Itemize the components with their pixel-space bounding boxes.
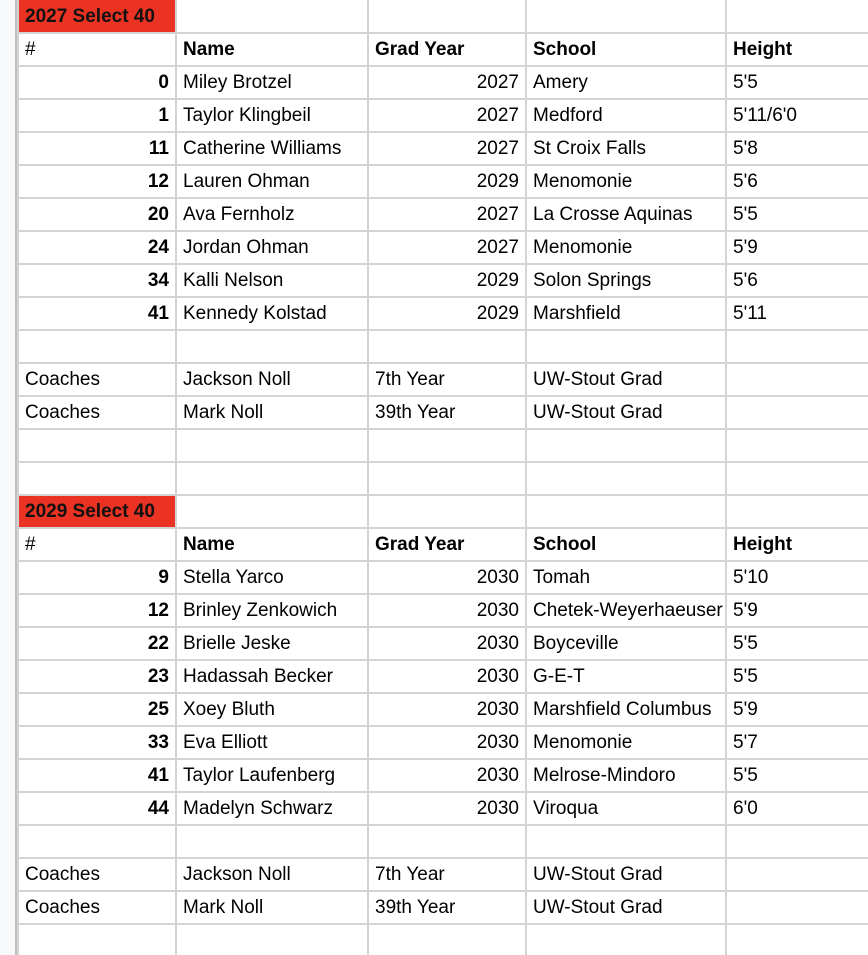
section-title-row bbox=[18, 495, 868, 528]
header-school[interactable]: School bbox=[526, 33, 726, 66]
player-school[interactable]: Solon Springs bbox=[526, 264, 726, 297]
coach-school[interactable]: UW-Stout Grad bbox=[526, 891, 726, 924]
player-height[interactable]: 5'11/6'0 bbox=[726, 99, 868, 132]
header-number[interactable]: # bbox=[18, 33, 176, 66]
player-grad-year[interactable]: 2030 bbox=[368, 792, 526, 825]
coach-school[interactable]: UW-Stout Grad bbox=[526, 858, 726, 891]
cell[interactable] bbox=[526, 462, 726, 495]
player-row bbox=[18, 792, 868, 825]
player-grad-year[interactable]: 2027 bbox=[368, 66, 526, 99]
player-grad-year[interactable]: 2030 bbox=[368, 726, 526, 759]
cell[interactable] bbox=[176, 924, 368, 955]
player-number[interactable]: 33 bbox=[18, 726, 176, 759]
player-grad-year[interactable]: 2029 bbox=[368, 297, 526, 330]
player-name[interactable]: Catherine Williams bbox=[176, 132, 368, 165]
player-grad-year[interactable]: 2030 bbox=[368, 693, 526, 726]
cell[interactable] bbox=[18, 825, 176, 858]
player-row bbox=[18, 726, 868, 759]
player-name[interactable]: Jordan Ohman bbox=[176, 231, 368, 264]
cell[interactable] bbox=[726, 891, 868, 924]
player-name[interactable]: Miley Brotzel bbox=[176, 66, 368, 99]
player-name[interactable]: Brielle Jeske bbox=[176, 627, 368, 660]
player-grad-year[interactable]: 2029 bbox=[368, 165, 526, 198]
player-row bbox=[18, 627, 868, 660]
player-school[interactable]: Boyceville bbox=[526, 627, 726, 660]
coach-row bbox=[18, 891, 868, 924]
player-school[interactable]: Marshfield bbox=[526, 297, 726, 330]
player-height[interactable]: 5'5 bbox=[726, 660, 868, 693]
coach-years[interactable]: 7th Year bbox=[368, 363, 526, 396]
player-row bbox=[18, 198, 868, 231]
player-number[interactable]: 23 bbox=[18, 660, 176, 693]
cell[interactable] bbox=[18, 924, 176, 955]
cell[interactable] bbox=[526, 429, 726, 462]
player-row bbox=[18, 264, 868, 297]
cell[interactable] bbox=[526, 495, 726, 528]
cell[interactable] bbox=[368, 330, 526, 363]
player-height[interactable]: 5'7 bbox=[726, 726, 868, 759]
cell[interactable] bbox=[726, 858, 868, 891]
empty-row bbox=[18, 825, 868, 858]
cell[interactable] bbox=[176, 0, 368, 33]
player-school[interactable]: Menomonie bbox=[526, 726, 726, 759]
cell[interactable] bbox=[526, 0, 726, 33]
empty-row bbox=[18, 462, 868, 495]
player-row bbox=[18, 132, 868, 165]
cell[interactable] bbox=[726, 924, 868, 955]
row-header-strip bbox=[0, 0, 17, 955]
player-name[interactable]: Taylor Laufenberg bbox=[176, 759, 368, 792]
player-height[interactable]: 5'9 bbox=[726, 231, 868, 264]
player-school[interactable]: Viroqua bbox=[526, 792, 726, 825]
player-row bbox=[18, 660, 868, 693]
player-number[interactable]: 41 bbox=[18, 297, 176, 330]
empty-row bbox=[18, 429, 868, 462]
cell[interactable] bbox=[368, 462, 526, 495]
player-number[interactable]: 0 bbox=[18, 66, 176, 99]
player-number[interactable]: 44 bbox=[18, 792, 176, 825]
roster-grid bbox=[17, 0, 868, 955]
header-height[interactable]: Height bbox=[726, 33, 868, 66]
player-name[interactable]: Xoey Bluth bbox=[176, 693, 368, 726]
player-school[interactable]: Menomonie bbox=[526, 165, 726, 198]
header-name[interactable]: Name bbox=[176, 33, 368, 66]
section-title[interactable]: 2027 Select 40 bbox=[18, 0, 176, 33]
section-title[interactable]: 2029 Select 40 bbox=[18, 495, 176, 528]
coach-name[interactable]: Mark Noll bbox=[176, 891, 368, 924]
player-school[interactable]: Chetek-Weyerhaeuser bbox=[526, 594, 726, 627]
player-row bbox=[18, 561, 868, 594]
player-school[interactable]: St Croix Falls bbox=[526, 132, 726, 165]
header-school[interactable]: School bbox=[526, 528, 726, 561]
player-school[interactable]: G-E-T bbox=[526, 660, 726, 693]
player-row bbox=[18, 693, 868, 726]
cell[interactable] bbox=[726, 429, 868, 462]
coach-name[interactable]: Jackson Noll bbox=[176, 858, 368, 891]
coach-school[interactable]: UW-Stout Grad bbox=[526, 396, 726, 429]
empty-row bbox=[18, 924, 868, 955]
player-row bbox=[18, 231, 868, 264]
player-height[interactable]: 5'9 bbox=[726, 594, 868, 627]
player-grad-year[interactable]: 2030 bbox=[368, 660, 526, 693]
player-name[interactable]: Hadassah Becker bbox=[176, 660, 368, 693]
coach-school[interactable]: UW-Stout Grad bbox=[526, 363, 726, 396]
player-height[interactable]: 5'9 bbox=[726, 693, 868, 726]
player-height[interactable]: 5'5 bbox=[726, 198, 868, 231]
coach-label[interactable]: Coaches bbox=[18, 858, 176, 891]
player-school[interactable]: Tomah bbox=[526, 561, 726, 594]
player-height[interactable]: 6'0 bbox=[726, 792, 868, 825]
player-row bbox=[18, 99, 868, 132]
cell[interactable] bbox=[176, 462, 368, 495]
player-number[interactable]: 25 bbox=[18, 693, 176, 726]
header-row bbox=[18, 528, 868, 561]
header-grad-year[interactable]: Grad Year bbox=[368, 33, 526, 66]
player-row bbox=[18, 297, 868, 330]
cell[interactable] bbox=[726, 396, 868, 429]
empty-row bbox=[18, 330, 868, 363]
coach-label[interactable]: Coaches bbox=[18, 363, 176, 396]
coach-label[interactable]: Coaches bbox=[18, 396, 176, 429]
player-number[interactable]: 22 bbox=[18, 627, 176, 660]
player-number[interactable]: 12 bbox=[18, 165, 176, 198]
cell[interactable] bbox=[368, 495, 526, 528]
player-grad-year[interactable]: 2030 bbox=[368, 561, 526, 594]
coach-years[interactable]: 39th Year bbox=[368, 396, 526, 429]
player-height[interactable]: 5'10 bbox=[726, 561, 868, 594]
player-name[interactable]: Kalli Nelson bbox=[176, 264, 368, 297]
player-grad-year[interactable]: 2030 bbox=[368, 759, 526, 792]
player-height[interactable]: 5'5 bbox=[726, 66, 868, 99]
cell[interactable] bbox=[726, 330, 868, 363]
player-name[interactable]: Eva Elliott bbox=[176, 726, 368, 759]
player-name[interactable]: Madelyn Schwarz bbox=[176, 792, 368, 825]
coach-row bbox=[18, 858, 868, 891]
player-school[interactable]: Medford bbox=[526, 99, 726, 132]
coach-label[interactable]: Coaches bbox=[18, 891, 176, 924]
coach-row bbox=[18, 396, 868, 429]
player-number[interactable]: 9 bbox=[18, 561, 176, 594]
cell[interactable] bbox=[18, 462, 176, 495]
coach-name[interactable]: Jackson Noll bbox=[176, 363, 368, 396]
player-grad-year[interactable]: 2027 bbox=[368, 99, 526, 132]
cell[interactable] bbox=[526, 924, 726, 955]
cell[interactable] bbox=[726, 495, 868, 528]
player-school[interactable]: Amery bbox=[526, 66, 726, 99]
cell[interactable] bbox=[526, 825, 726, 858]
cell[interactable] bbox=[726, 0, 868, 33]
cell[interactable] bbox=[368, 429, 526, 462]
player-number[interactable]: 1 bbox=[18, 99, 176, 132]
cell[interactable] bbox=[176, 429, 368, 462]
player-height[interactable]: 5'6 bbox=[726, 165, 868, 198]
header-number[interactable]: # bbox=[18, 528, 176, 561]
coach-years[interactable]: 39th Year bbox=[368, 891, 526, 924]
cell[interactable] bbox=[368, 0, 526, 33]
header-name[interactable]: Name bbox=[176, 528, 368, 561]
player-grad-year[interactable]: 2027 bbox=[368, 198, 526, 231]
cell[interactable] bbox=[726, 462, 868, 495]
player-name[interactable]: Ava Fernholz bbox=[176, 198, 368, 231]
player-number[interactable]: 20 bbox=[18, 198, 176, 231]
player-number[interactable]: 41 bbox=[18, 759, 176, 792]
player-height[interactable]: 5'6 bbox=[726, 264, 868, 297]
header-row bbox=[18, 33, 868, 66]
cell[interactable] bbox=[368, 825, 526, 858]
player-height[interactable]: 5'5 bbox=[726, 627, 868, 660]
player-row bbox=[18, 165, 868, 198]
player-number[interactable]: 34 bbox=[18, 264, 176, 297]
player-grad-year[interactable]: 2030 bbox=[368, 594, 526, 627]
player-name[interactable]: Brinley Zenkowich bbox=[176, 594, 368, 627]
player-name[interactable]: Taylor Klingbeil bbox=[176, 99, 368, 132]
cell[interactable] bbox=[726, 363, 868, 396]
player-school[interactable]: La Crosse Aquinas bbox=[526, 198, 726, 231]
cell[interactable] bbox=[176, 495, 368, 528]
player-row bbox=[18, 759, 868, 792]
cell[interactable] bbox=[176, 330, 368, 363]
player-grad-year[interactable]: 2029 bbox=[368, 264, 526, 297]
player-name[interactable]: Kennedy Kolstad bbox=[176, 297, 368, 330]
player-name[interactable]: Lauren Ohman bbox=[176, 165, 368, 198]
coach-years[interactable]: 7th Year bbox=[368, 858, 526, 891]
cell[interactable] bbox=[526, 330, 726, 363]
coach-name[interactable]: Mark Noll bbox=[176, 396, 368, 429]
player-row bbox=[18, 66, 868, 99]
player-number[interactable]: 12 bbox=[18, 594, 176, 627]
player-name[interactable]: Stella Yarco bbox=[176, 561, 368, 594]
player-height[interactable]: 5'11 bbox=[726, 297, 868, 330]
player-height[interactable]: 5'8 bbox=[726, 132, 868, 165]
coach-row bbox=[18, 363, 868, 396]
cell[interactable] bbox=[726, 825, 868, 858]
cell[interactable] bbox=[176, 825, 368, 858]
player-grad-year[interactable]: 2027 bbox=[368, 231, 526, 264]
player-grad-year[interactable]: 2027 bbox=[368, 132, 526, 165]
player-school[interactable]: Marshfield Columbus bbox=[526, 693, 726, 726]
section-title-row bbox=[18, 0, 868, 33]
header-height[interactable]: Height bbox=[726, 528, 868, 561]
player-number[interactable]: 11 bbox=[18, 132, 176, 165]
player-school[interactable]: Melrose-Mindoro bbox=[526, 759, 726, 792]
player-number[interactable]: 24 bbox=[18, 231, 176, 264]
player-row bbox=[18, 594, 868, 627]
cell[interactable] bbox=[18, 330, 176, 363]
cell[interactable] bbox=[368, 924, 526, 955]
player-height[interactable]: 5'5 bbox=[726, 759, 868, 792]
player-school[interactable]: Menomonie bbox=[526, 231, 726, 264]
player-grad-year[interactable]: 2030 bbox=[368, 627, 526, 660]
cell[interactable] bbox=[18, 429, 176, 462]
header-grad-year[interactable]: Grad Year bbox=[368, 528, 526, 561]
